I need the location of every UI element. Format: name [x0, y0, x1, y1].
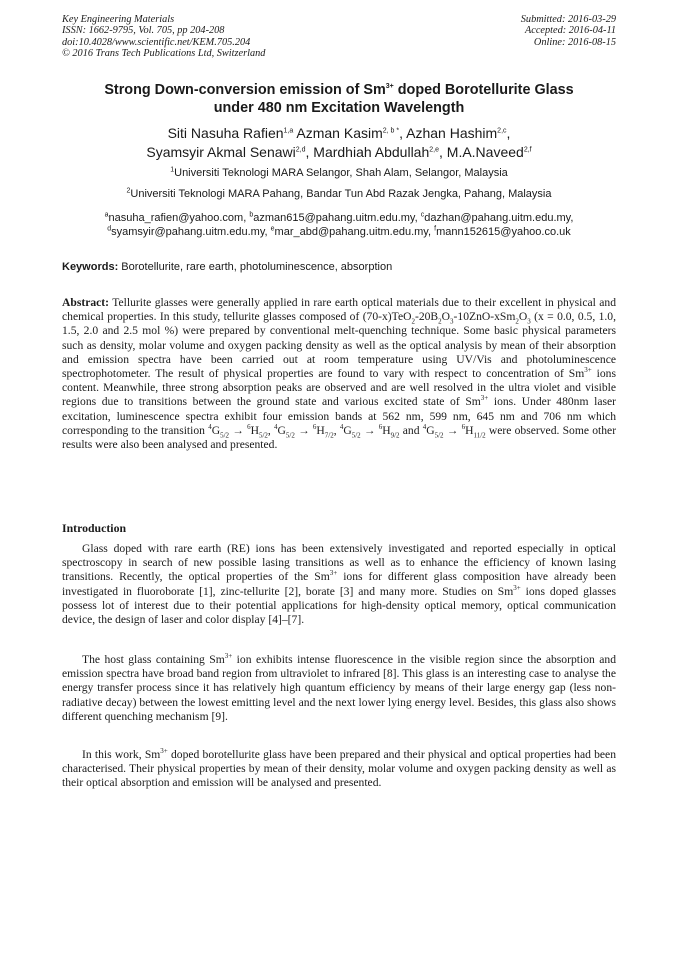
journal-copyright: © 2016 Trans Tech Publications Ltd, Switzerland	[62, 48, 266, 60]
intro-paragraph-1: Glass doped with rare earth (RE) ions has been extensively investigated and reported especially in optical spectroscopy in search of new possible lasing transitions as well as to enhance the efficiency of known lasing transitions. Recently, the optical properties of the $Sm^{3+}$ ions for different glass composition have already been investigated in fluoroborate [1], zinc-tellurite [2], borate [3] and many more. Studies on $Sm^{3+}$ ions doped glasses possess lot of interest due to their potential applications for high-density optical memory, optical communication device, the design of laser and color display [4]–[7].	[62, 542, 617, 627]
affiliation-1: $^1$Universiti Teknologi MARA Selangor, Shah Alam, Selangor, Malaysia	[170, 166, 508, 179]
abstract: Abstract: Tellurite glasses were generally applied in rare earth optical materials due to their excellent in physical and chemical properties. In this study, tellurite glasses composed of $(70-x)TeO_2-20B_2O_3-10ZnO-xSm_2O_3$ (x = 0.0, 0.5, 1.0, 1.5, 2.0 and 2.5 mol %) were prepared by conventional melt-quenching technique. Some basic physical parameters such as density, molar volume and oxygen packing density as well as the optical analysis by mean of their absorption and emission spectra have been carried out at room temperature using UV/Vis and photoluminescence spectrophotometer. The result of physical properties are found to vary with respect to concentration of $Sm^{3+}$ ions content. Meanwhile, three strong absorption peaks are observed and are well resolved in the ultra violet and visible regions due to transitions between the ground state and various excited state of $Sm^{3+}$ ions. Under 480nm laser excitation, luminescence spectra exhibit four emission bands at 562 nm, 599 nm, 645 nm and 706 nm which corresponding to the transition $^4G_{5/2} \to ^6H_{5/2}$, $^4G_{5/2} \to ^6H_{7/2}$, $^4G_{5/2} \to ^6H_{9/2}$ and $^4G_{5/2} \to ^6H_{11/2}$ were observed. Some other results were also been analysed and presented.	[62, 296, 617, 452]
author: Mardhiah Abdullah$^{2,e}$,	[313, 143, 447, 160]
keywords	[62, 261, 616, 274]
author-emails: $^a$nasuha_rafien@yahoo.com, $^b$azman615@pahang.uitm.edu.my, $^c$dazhan@pahang.uitm.edu.my, $^d$syamsyir@pahang.uitm.edu.my, $^e$mar_abd@pahang.uitm.edu.my, $^f$mann152615@yahoo.co.uk	[104, 211, 574, 238]
journal-info	[62, 14, 265, 60]
author: Azhan Hashim$^{2,c}$,	[406, 125, 511, 141]
journal-name: Key Engineering Materials	[62, 14, 175, 25]
title-text-cont: doped Borotellurite Glass	[393, 82, 574, 98]
date-online: Online: 2016-08-15	[533, 36, 616, 48]
introduction-heading: Introduction	[62, 521, 127, 535]
author-list	[62, 124, 616, 161]
title-text: Strong Down-conversion emission of Sm	[104, 82, 386, 98]
author: M.A.Naveed$^{2,f}$	[446, 143, 532, 160]
intro-paragraph-3: In this work, $Sm^{3+}$ doped borotellurite glass have been prepared and their physical and optical properties had been characterised. Their physical properties by mean of their density, molar volume and oxygen packing density as well as their optical absorption and emission will be analysed and presented.	[62, 747, 617, 790]
publication-dates	[521, 14, 616, 48]
date-accepted: Accepted: 2016-04-11	[524, 25, 616, 37]
journal-doi: doi:10.4028/www.scientific.net/KEM.705.204	[62, 36, 251, 48]
abstract-label: Abstract:	[62, 296, 110, 309]
email-link[interactable]: azman615@pahang.uitm.edu.my,	[253, 212, 421, 224]
author: Siti Nasuha Rafien$^{1,a}$	[167, 125, 294, 141]
email-link[interactable]: dazhan@pahang.uitm.edu.my,	[424, 212, 574, 224]
title-line-2: under 480 nm Excitation Wavelength	[213, 99, 465, 116]
author: Syamsyir Akmal Senawi$^{2,d}$,	[146, 143, 314, 160]
journal-issn: ISSN: 1662-9795, Vol. 705, pp 204-208	[62, 25, 225, 37]
title-superscript: 3+	[385, 83, 394, 91]
keywords-label: Keywords:	[62, 261, 119, 273]
intro-paragraph-2: The host glass containing $Sm^{3+}$ ion exhibits intense fluorescence in the visible region since the absorption and emission spectra have broad band region from ultraviolet to infrared [8]. This glass is an interesting case to analyse the energy transfer process since it has relatively high quantum efficiency by means of their large energy gap (less non-radiative decay) between the lowest emitting level and the next lower lying energy level. Besides, this glass also shows different quenching mechanism [9].	[62, 652, 616, 723]
email-link[interactable]: nasuha_rafien@yahoo.com,	[108, 212, 250, 224]
email-link[interactable]: mann152615@yahoo.co.uk	[436, 226, 571, 238]
keywords-text: Borotellurite, rare earth, photoluminescence, absorption	[118, 261, 393, 273]
affiliation-2: $^2$Universiti Teknologi MARA Pahang, Bandar Tun Abd Razak Jengka, Pahang, Malaysia	[126, 187, 552, 200]
email-link[interactable]: syamsyir@pahang.uitm.edu.my,	[111, 226, 271, 238]
date-submitted: Submitted: 2016-03-29	[520, 14, 616, 25]
email-link[interactable]: mar_abd@pahang.uitm.edu.my,	[274, 226, 435, 238]
author: Azman Kasim$^{2, b *}$,	[296, 125, 407, 141]
paper-title	[62, 82, 616, 117]
